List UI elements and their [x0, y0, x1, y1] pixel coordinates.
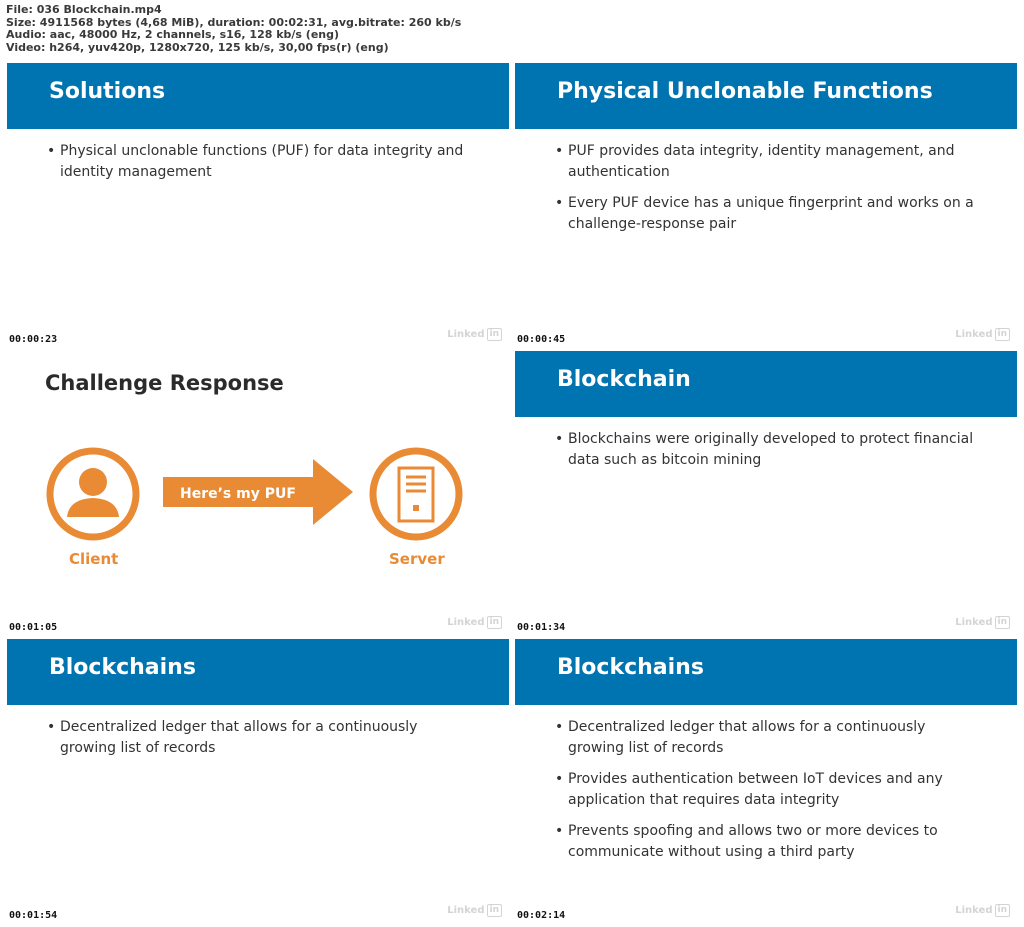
slide-title: Blockchains — [49, 655, 196, 680]
watermark-badge: in — [487, 328, 503, 341]
thumbnail-frame-1[interactable] — [7, 63, 509, 345]
arrow-label: Here’s my PUF — [180, 486, 296, 502]
watermark-badge: in — [487, 616, 503, 629]
slide-banner — [515, 63, 1017, 129]
slide-banner — [515, 351, 1017, 417]
bullet-list — [47, 141, 477, 193]
bullet-list — [555, 141, 985, 245]
file-info — [6, 4, 461, 54]
file-size: Size: 4911568 bytes (4,68 MiB), duration: 00:02:31, avg.bitrate: 260 kb/s — [6, 15, 462, 29]
right-arrow-icon — [163, 459, 353, 525]
bullet-item: • Physical unclonable functions (PUF) for data integrity and identity management — [47, 141, 477, 182]
linkedin-watermark — [447, 616, 502, 629]
thumbnail-frame-2[interactable] — [515, 63, 1017, 345]
bullet-item: • Decentralized ledger that allows for a continuously growing list of records — [555, 717, 985, 758]
watermark-badge: in — [995, 616, 1011, 629]
timestamp: 00:00:45 — [517, 334, 566, 345]
watermark-text: Linked — [447, 905, 485, 916]
audio-info: Audio: aac, 48000 Hz, 2 channels, s16, 128 kb/s (eng) — [6, 28, 340, 41]
timestamp: 00:02:14 — [517, 910, 566, 921]
watermark-text: Linked — [955, 905, 993, 916]
slide-title: Solutions — [49, 79, 166, 104]
watermark-badge: in — [995, 328, 1011, 341]
watermark-badge: in — [487, 904, 503, 917]
timestamp: 00:01:34 — [517, 622, 566, 633]
bullet-item: • Blockchains were originally developed to protect financial data such as bitcoin mining — [555, 429, 985, 470]
thumbnail-frame-6[interactable] — [515, 639, 1017, 921]
linkedin-watermark — [447, 904, 502, 917]
challenge-response-diagram — [7, 351, 509, 633]
thumbnail-frame-4[interactable] — [515, 351, 1017, 633]
bullet-list — [47, 717, 477, 769]
bullet-item: • Decentralized ledger that allows for a continuously growing list of records — [47, 717, 477, 758]
client-label: Client — [69, 550, 119, 568]
linkedin-watermark — [447, 328, 502, 341]
watermark-text: Linked — [447, 329, 485, 340]
server-label: Server — [389, 550, 445, 568]
slide-banner — [7, 63, 509, 129]
bullet-item: • Every PUF device has a unique fingerprint and works on a challenge-response pair — [555, 193, 985, 234]
bullet-item: • PUF provides data integrity, identity management, and authentication — [555, 141, 985, 182]
slide-banner — [515, 639, 1017, 705]
watermark-text: Linked — [447, 617, 485, 628]
timestamp: 00:01:05 — [9, 622, 58, 633]
timestamp: 00:00:23 — [9, 334, 58, 345]
watermark-text: Linked — [955, 329, 993, 340]
bullet-item: • Provides authentication between IoT devices and any application that requires data integrity — [555, 769, 985, 810]
video-info: Video: h264, yuv420p, 1280x720, 125 kb/s, 30,00 fps(r) (eng) — [6, 40, 389, 54]
bullet-item: • Prevents spoofing and allows two or more devices to communicate without using a third party — [555, 821, 985, 862]
thumbnail-frame-5[interactable] — [7, 639, 509, 921]
slide-title: Blockchains — [557, 655, 704, 680]
bullet-list — [555, 429, 985, 481]
file-name: File: 036 Blockchain.mp4 — [6, 3, 162, 16]
slide-banner — [7, 639, 509, 705]
linkedin-watermark — [955, 328, 1010, 341]
thumbnail-frame-3[interactable] — [7, 351, 509, 633]
slide-title: Challenge Response — [45, 371, 284, 395]
watermark-text: Linked — [955, 617, 993, 628]
person-icon — [50, 451, 136, 537]
server-icon — [373, 451, 459, 537]
timestamp: 00:01:54 — [9, 910, 58, 921]
bullet-list — [555, 717, 985, 873]
watermark-badge: in — [995, 904, 1011, 917]
linkedin-watermark — [955, 904, 1010, 917]
slide-title: Physical Unclonable Functions — [557, 79, 933, 104]
linkedin-watermark — [955, 616, 1010, 629]
slide-title: Blockchain — [557, 367, 691, 392]
